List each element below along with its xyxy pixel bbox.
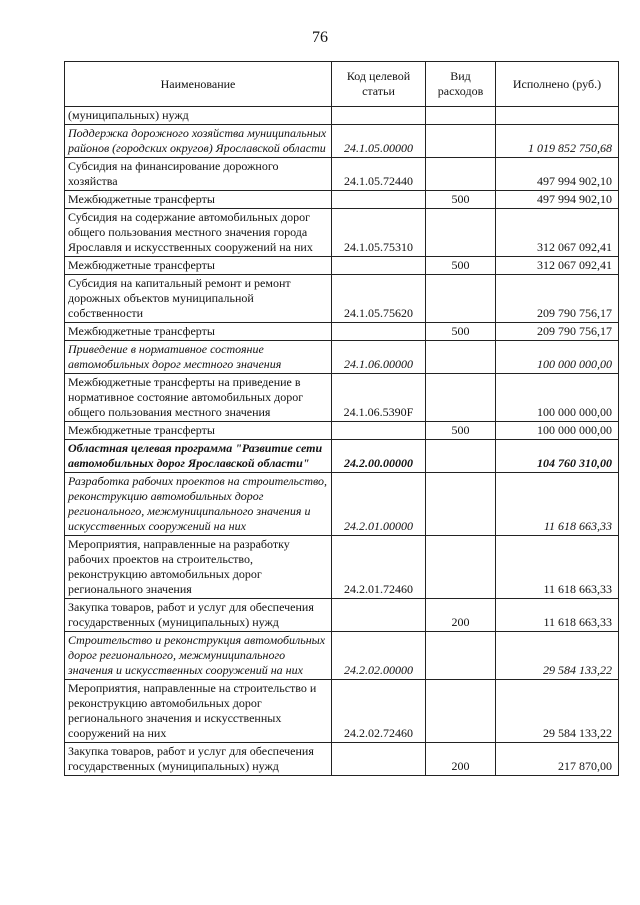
- cell-code: 24.1.06.00000: [332, 341, 426, 374]
- header-amount: Исполнено (руб.): [496, 62, 619, 107]
- table-row: [65, 743, 619, 776]
- cell-name: Строительство и реконструкция автомобильных дорог регионального, межмуниципального значения и искусственных сооружений на них: [65, 632, 332, 680]
- cell-type: 200: [426, 599, 496, 632]
- cell-code: [332, 422, 426, 440]
- header-type: Вид расходов: [426, 62, 496, 107]
- cell-name: Закупка товаров, работ и услуг для обеспечения государственных (муниципальных) нужд: [65, 743, 332, 776]
- table-row: [65, 107, 619, 125]
- cell-amount: 100 000 000,00: [496, 374, 619, 422]
- cell-code: [332, 107, 426, 125]
- table-row: [65, 209, 619, 257]
- cell-type: [426, 680, 496, 743]
- cell-amount: 497 994 902,10: [496, 191, 619, 209]
- table-row: [65, 341, 619, 374]
- table-row: [65, 125, 619, 158]
- cell-name: Областная целевая программа "Развитие сети автомобильных дорог Ярославской области": [65, 440, 332, 473]
- table-row: [65, 536, 619, 599]
- table-row: [65, 158, 619, 191]
- budget-execution-table: [64, 61, 619, 776]
- cell-amount: 11 618 663,33: [496, 473, 619, 536]
- cell-code: 24.1.05.75310: [332, 209, 426, 257]
- cell-type: [426, 440, 496, 473]
- cell-code: 24.2.01.72460: [332, 536, 426, 599]
- table-row: [65, 257, 619, 275]
- cell-code: 24.2.00.00000: [332, 440, 426, 473]
- table-header-row: [65, 62, 619, 107]
- cell-amount: 209 790 756,17: [496, 323, 619, 341]
- cell-name: Субсидия на капитальный ремонт и ремонт дорожных объектов муниципальной собственности: [65, 275, 332, 323]
- cell-name: Межбюджетные трансферты: [65, 422, 332, 440]
- cell-name: Субсидия на содержание автомобильных дорог общего пользования местного значения города Ярославля и искусственных сооружений на них: [65, 209, 332, 257]
- table-row: [65, 191, 619, 209]
- table-row: [65, 323, 619, 341]
- cell-code: 24.1.06.5390F: [332, 374, 426, 422]
- cell-amount: 100 000 000,00: [496, 341, 619, 374]
- cell-type: [426, 275, 496, 323]
- cell-code: [332, 191, 426, 209]
- cell-amount: 11 618 663,33: [496, 536, 619, 599]
- cell-name: Субсидия на финансирование дорожного хозяйства: [65, 158, 332, 191]
- cell-code: [332, 599, 426, 632]
- cell-type: 500: [426, 257, 496, 275]
- cell-type: [426, 209, 496, 257]
- cell-amount: 11 618 663,33: [496, 599, 619, 632]
- cell-amount: 497 994 902,10: [496, 158, 619, 191]
- cell-amount: 217 870,00: [496, 743, 619, 776]
- cell-code: [332, 257, 426, 275]
- cell-name: Приведение в нормативное состояние автомобильных дорог местного значения: [65, 341, 332, 374]
- cell-amount: 100 000 000,00: [496, 422, 619, 440]
- cell-code: 24.1.05.72440: [332, 158, 426, 191]
- cell-name: Межбюджетные трансферты: [65, 323, 332, 341]
- cell-code: 24.2.01.00000: [332, 473, 426, 536]
- cell-type: [426, 125, 496, 158]
- cell-code: [332, 323, 426, 341]
- cell-name: Мероприятия, направленные на строительство и реконструкцию автомобильных дорог регионального значения и искусственных сооружений на них: [65, 680, 332, 743]
- cell-type: [426, 341, 496, 374]
- cell-name: Мероприятия, направленные на разработку рабочих проектов на строительство, реконструкцию автомобильных дорог регионального значения: [65, 536, 332, 599]
- table-row: [65, 374, 619, 422]
- header-name: Наименование: [65, 62, 332, 107]
- cell-amount: 312 067 092,41: [496, 257, 619, 275]
- table-row: [65, 632, 619, 680]
- cell-code: 24.1.05.00000: [332, 125, 426, 158]
- cell-type: [426, 158, 496, 191]
- cell-code: 24.1.05.75620: [332, 275, 426, 323]
- table-row: [65, 275, 619, 323]
- cell-amount: 29 584 133,22: [496, 632, 619, 680]
- cell-amount: 312 067 092,41: [496, 209, 619, 257]
- page-number: 76: [312, 29, 328, 46]
- cell-amount: 1 019 852 750,68: [496, 125, 619, 158]
- table-row: [65, 440, 619, 473]
- cell-name: Разработка рабочих проектов на строительство, реконструкцию автомобильных дорог регионального, межмуниципального значения и искусственных сооружений на них: [65, 473, 332, 536]
- header-code: Код целевой статьи: [332, 62, 426, 107]
- cell-amount: [496, 107, 619, 125]
- cell-code: 24.2.02.72460: [332, 680, 426, 743]
- cell-type: 500: [426, 191, 496, 209]
- cell-amount: 29 584 133,22: [496, 680, 619, 743]
- cell-code: [332, 743, 426, 776]
- cell-type: 500: [426, 422, 496, 440]
- table-row: [65, 680, 619, 743]
- cell-name: Поддержка дорожного хозяйства муниципальных районов (городских округов) Ярославской области: [65, 125, 332, 158]
- cell-amount: 209 790 756,17: [496, 275, 619, 323]
- cell-name: (муниципальных) нужд: [65, 107, 332, 125]
- table-row: [65, 599, 619, 632]
- table-row: [65, 422, 619, 440]
- cell-type: [426, 374, 496, 422]
- table-body: [65, 107, 619, 776]
- cell-type: 200: [426, 743, 496, 776]
- cell-type: 500: [426, 323, 496, 341]
- cell-type: [426, 473, 496, 536]
- cell-name: Межбюджетные трансферты на приведение в нормативное состояние автомобильных дорог общего пользования местного значения: [65, 374, 332, 422]
- cell-name: Межбюджетные трансферты: [65, 257, 332, 275]
- cell-type: [426, 107, 496, 125]
- cell-code: 24.2.02.00000: [332, 632, 426, 680]
- cell-type: [426, 632, 496, 680]
- table-row: [65, 473, 619, 536]
- cell-amount: 104 760 310,00: [496, 440, 619, 473]
- cell-name: Закупка товаров, работ и услуг для обеспечения государственных (муниципальных) нужд: [65, 599, 332, 632]
- cell-name: Межбюджетные трансферты: [65, 191, 332, 209]
- cell-type: [426, 536, 496, 599]
